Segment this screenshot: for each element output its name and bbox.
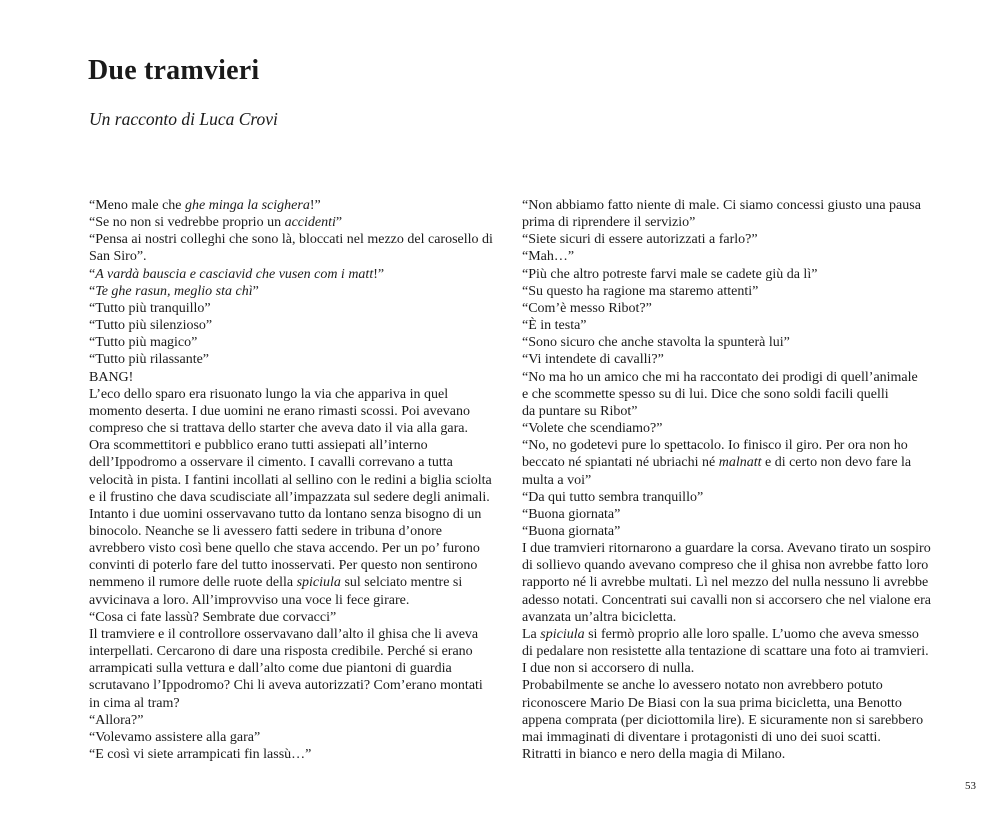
text-line: Ora scommettitori e pubblico erano tutti assiepati all’interno: [89, 438, 428, 454]
text-line: avrebbero visto così bene quello che stava accendo. Per un po’ furono: [89, 541, 480, 557]
text-line: “Da qui tutto sembra tranquillo”: [522, 489, 704, 505]
text-line: “Te ghe rasun, meglio sta chì”: [89, 283, 259, 299]
text-line: compreso che si trattava dello starter che aveva dato il via alla gara.: [89, 421, 468, 437]
text-line: binocolo. Neanche se li avessero fatti sedere in tribuna d’onore: [89, 523, 442, 539]
text-line: “Mah…”: [522, 249, 575, 265]
text-line: interpellati. Cercarono di dare una risposta credibile. Perché si erano: [89, 644, 473, 660]
text-line: rapporto né li avrebbe multati. Lì nel mezzo del nulla nessuno li avrebbe: [522, 575, 929, 591]
text-line: L’eco dello sparo era risuonato lungo la via che appariva in quel: [89, 386, 449, 402]
text-line: Il tramviere e il controllore osservavano dall’alto il ghisa che li aveva: [89, 626, 479, 642]
text-line: “Tutto più tranquillo”: [89, 300, 211, 316]
text-line: velocità in pista. I fantini incollati al sellino con le redini a biglia sciolta: [89, 472, 492, 488]
text-line: appena comprata (per diciottomila lire). E sicuramente non si sarebbero: [522, 712, 924, 728]
text-line: mai immaginati di diventare i protagonisti di uno dei suoi scatti.: [522, 729, 881, 745]
text-line: “Su questo ha ragione ma staremo attenti”: [522, 283, 759, 299]
italic-phrase: ghe minga la scighera: [185, 198, 310, 213]
text-line: nemmeno il rumore delle ruote della spiciula sul selciato mentre si: [89, 575, 463, 591]
text-line: da puntare su Ribot”: [522, 403, 638, 419]
text-line: “Non abbiamo fatto niente di male. Ci siamo concessi giusto una pausa: [522, 198, 921, 213]
text-line: I due tramvieri ritornarono a guardare la corsa. Avevano tirato un sospiro: [522, 541, 931, 557]
text-line: riconoscere Mario De Biasi con la sua prima bicicletta, una Benotto: [522, 695, 902, 711]
text-line: BANG!: [89, 369, 134, 385]
text-line: “Allora?”: [89, 712, 144, 728]
text-line: “Tutto più rilassante”: [89, 352, 210, 368]
italic-phrase: Te ghe rasun, meglio sta chì: [95, 283, 253, 299]
italic-phrase: spiciula: [540, 626, 585, 642]
text-line: “Più che altro potreste farvi male se cadete giù da lì”: [522, 266, 818, 282]
page-number: 53: [965, 780, 976, 792]
text-line: “È in testa”: [522, 318, 587, 334]
right-text-column: [522, 197, 931, 763]
text-line: avvicinava a loro. All’improvviso una voce li fece girare.: [89, 592, 410, 608]
text-line: “Siete sicuri di essere autorizzati a farlo?”: [522, 232, 758, 248]
text-line: San Siro”.: [89, 249, 147, 265]
left-text-column: [89, 197, 493, 763]
text-line: di sollievo quando avevano compreso che il ghisa non avrebbe fatto loro: [522, 558, 929, 574]
italic-phrase: spiciula: [296, 575, 341, 591]
text-line: e che scommette spesso su di lui. Dice che sono soldi facili quelli: [522, 386, 889, 402]
text-line: “Meno male che ghe minga la scighera!”: [89, 198, 321, 213]
text-line: “Vi intendete di cavalli?”: [522, 352, 664, 368]
text-line: “Pensa ai nostri colleghi che sono là, bloccati nel mezzo del carosello di: [89, 232, 493, 248]
text-line: “Tutto più silenzioso”: [89, 318, 213, 334]
story-title: Due tramvieri: [88, 55, 260, 86]
text-line: La spiciula si fermò proprio alle loro spalle. L’uomo che aveva smesso: [522, 626, 919, 642]
text-line: beccato né spiantati né ubriachi né malnatt e di certo non devo fare la: [522, 455, 912, 471]
text-line: e il frustino che dava scudisciate all’impazzata sul sedere degli animali.: [89, 489, 490, 505]
text-line: “Com’è messo Ribot?”: [522, 300, 652, 316]
italic-phrase: A vardà bauscia e casciavid che vusen com i matt: [95, 266, 374, 282]
text-line: multa a voi”: [522, 472, 592, 488]
text-line: “No ma ho un amico che mi ha raccontato dei prodigi di quell’animale: [522, 369, 918, 385]
text-line: convinti di poterlo fare del tutto inosservati. Per questo non sentirono: [89, 558, 478, 574]
text-line: I due non si accorsero di nulla.: [522, 661, 695, 677]
text-line: “No, no godetevi pure lo spettacolo. Io finisco il giro. Per ora non ho: [522, 438, 908, 454]
text-line: scrutavano l’Ippodromo? Chi li aveva autorizzati? Com’erano montati: [89, 678, 483, 694]
text-line: avanzata un’altra bicicletta.: [522, 609, 677, 625]
text-line: momento deserta. I due uomini ne erano rimasti scossi. Poi avevano: [89, 403, 471, 419]
text-line: “Se no non si vedrebbe proprio un accidenti”: [89, 215, 343, 231]
text-line: “Sono sicuro che anche stavolta la spunterà lui”: [522, 335, 790, 351]
text-line: Ritratti in bianco e nero della magia di Milano.: [522, 747, 786, 762]
italic-phrase: malnatt: [718, 455, 762, 471]
text-line: Probabilmente se anche lo avessero notato non avrebbero potuto: [522, 678, 883, 694]
text-line: “Cosa ci fate lassù? Sembrate due corvacci”: [89, 609, 337, 625]
text-line: arrampicati sulla vettura e dall’alto come due piantoni di guardia: [89, 661, 452, 677]
italic-phrase: accidenti: [284, 215, 336, 231]
text-line: in cima al tram?: [89, 695, 180, 711]
text-line: Intanto i due uomini osservavano tutto da lontano senza bisogno di un: [89, 506, 482, 522]
text-line: “Buona giornata”: [522, 506, 621, 522]
text-line: “A vardà bauscia e casciavid che vusen com i matt!”: [89, 266, 385, 282]
text-line: “Tutto più magico”: [89, 335, 198, 351]
text-line: “Buona giornata”: [522, 523, 621, 539]
text-line: adesso notati. Concentrati sui cavalli non si accorsero che nel vialone era: [522, 592, 931, 608]
text-line: di pedalare non resistette alla tentazione di scattare una foto ai tramvieri.: [522, 644, 929, 660]
text-line: dell’Ippodromo a osservare il cimento. I cavalli correvano a tutta: [89, 455, 453, 471]
story-byline: Un racconto di Luca Crovi: [89, 109, 278, 129]
text-line: “Volete che scendiamo?”: [522, 421, 663, 437]
text-line: “Volevamo assistere alla gara”: [89, 729, 261, 745]
text-line: prima di riprendere il servizio”: [522, 215, 696, 231]
text-line: “E così vi siete arrampicati fin lassù…”: [89, 747, 312, 762]
